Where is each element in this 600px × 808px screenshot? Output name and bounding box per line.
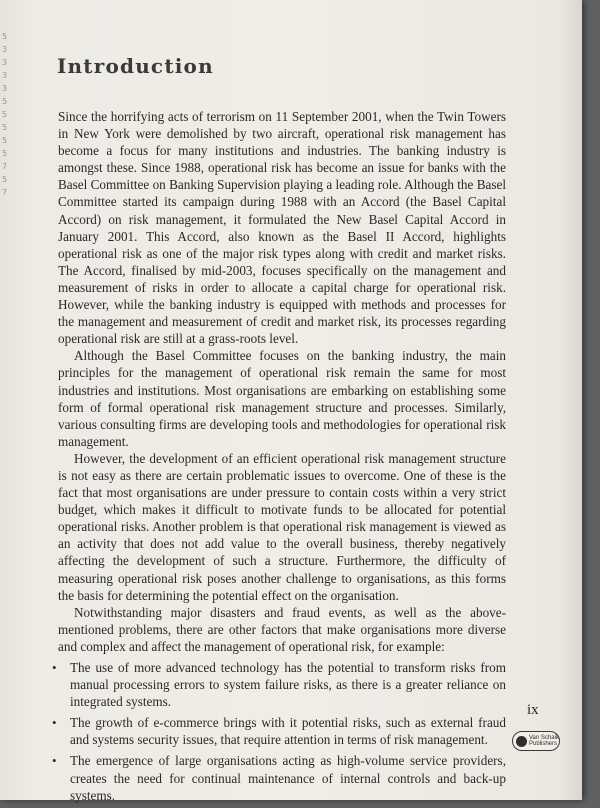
bullet-icon: • — [52, 715, 57, 731]
edge-mark: 7 — [2, 188, 8, 197]
edge-mark: 5 — [2, 110, 8, 119]
publisher-name-line-2: Publishers — [529, 741, 558, 747]
edge-mark: 7 — [2, 162, 8, 171]
edge-mark: 5 — [2, 32, 8, 41]
edge-mark: 5 — [2, 175, 8, 184]
previous-page-edge-marks — [2, 30, 12, 199]
publisher-name-line-1: Van Schaik — [529, 734, 559, 741]
publisher-logo-icon — [516, 736, 527, 747]
edge-mark: 5 — [2, 136, 8, 145]
edge-mark: 3 — [2, 45, 8, 54]
paragraph: Although the Basel Committee focuses on the banking industry, the main principles for the management of operational risk remain the same for most industries and institutions. Most organisations are embarking on establishing some form of formal operational risk management structure and processes. Similarly, various consulting firms are developing tools and methodologies for operational risk management. — [58, 348, 506, 449]
bullet-icon: • — [52, 753, 57, 769]
list-item — [52, 714, 506, 748]
body-text — [52, 108, 506, 808]
page-title: Introduction — [57, 54, 214, 78]
edge-mark: 5 — [2, 149, 8, 158]
list-item-text: The use of more advanced technology has the potential to transform risks from manual processing errors to system failure risks, as there is a greater reliance on integrated systems. — [70, 660, 506, 710]
bullet-icon: • — [52, 660, 57, 675]
edge-mark: 5 — [2, 123, 8, 132]
paragraph: Since the horrifying acts of terrorism on 11 September 2001, when the Twin Towers in New York were demolished by two aircraft, operational risk management has become a focus for many institutions and industries. The banking industry is amongst these. Since 1988, operational risk has become an issue for banks with the Basel Committee on Banking Supervision playing a leading role. Although the Basel Committee started its campaign during 1988 with an Accord (the Basel Capital Accord) on risk management, it formulated the New Basel Capital Accord in January 2001. This Accord, also known as the Basel II Accord, highlights operational risk as one of the major risk types along with credit and market risks. The Accord, finalised by mid-2003, focuses specifically on the management and measurement of risks in order to allocate a capital charge for operational risk. However, while the banking industry is equipped with methods and processes for the management and measurement of credit and market risk, its processes regarding operational risk are still at a grass-roots level. — [58, 109, 506, 347]
bullet-list — [52, 659, 506, 804]
list-item-text: The emergence of large organisations acting as high-volume service providers, creates the need for continual maintenance of internal controls and back-up systems. — [70, 753, 506, 803]
edge-mark: 3 — [2, 84, 8, 93]
edge-mark: 5 — [2, 97, 8, 106]
paragraph: However, the development of an efficient operational risk management structure is not easy as there are certain problematic issues to overcome. One of these is the fact that most organisations are under pressure to contain costs within a very strict budget, which makes it difficult to motivate funds to be allocated for potential operational risks. Another problem is that operational risk management is viewed as an activity that does not add value to the overall business, thereby negatively affecting the development of such a structure. Furthermore, the difficulty of measuring operational risk poses another challenge to organisations, as this forms the basis for determining the potential effect on the organisation. — [58, 450, 506, 603]
list-item — [52, 752, 506, 803]
publisher-name — [529, 735, 559, 748]
list-item — [52, 659, 506, 710]
edge-mark: 3 — [2, 58, 8, 67]
list-item-text: The growth of e-commerce brings with it potential risks, such as external fraud and systems security issues, that require attention in terms of risk management. — [70, 715, 506, 748]
edge-mark: 3 — [2, 71, 8, 80]
paragraph: Notwithstanding major disasters and fraud events, as well as the above-mentioned problems, there are other factors that make organisations more diverse and complex and affect the management of operational risk, for example: — [58, 604, 506, 654]
page-number: ix — [527, 702, 539, 718]
publisher-logo — [512, 731, 560, 751]
